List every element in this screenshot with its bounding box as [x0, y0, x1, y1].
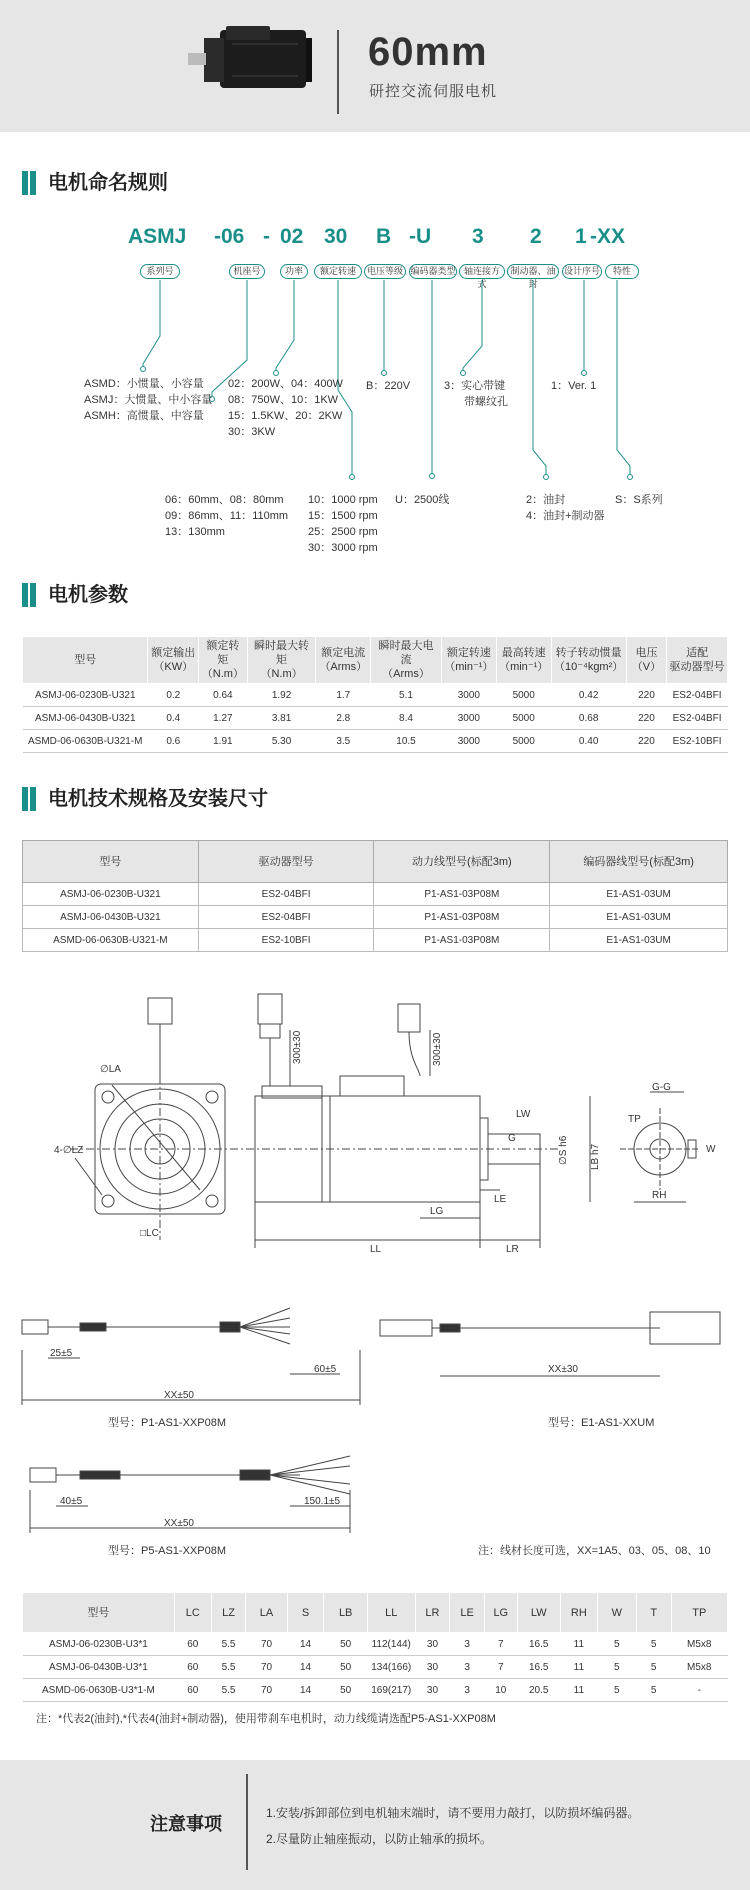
tag-speed: 额定转速: [314, 264, 362, 279]
params-cell: 3000: [441, 730, 496, 753]
specs-header-2: 动力线型号(标配3m): [374, 841, 550, 883]
specs-cell: P1-AS1-03P08M: [374, 906, 550, 929]
dims-header-9: LG: [485, 1593, 518, 1633]
footer-title: 注意事项: [150, 1814, 222, 1834]
code-feature: -XX: [590, 225, 626, 248]
dims-cell: 14: [287, 1633, 324, 1656]
label-w: W: [706, 1144, 716, 1155]
params-cell: 0.2: [148, 684, 199, 707]
dims-cell: 5: [597, 1633, 636, 1656]
voltage-desc: B：220V: [366, 380, 411, 392]
label-lc: □LC: [140, 1228, 159, 1239]
specs-table: [22, 840, 728, 952]
specs-cell: E1-AS1-03UM: [550, 906, 728, 929]
specs-cell: P1-AS1-03P08M: [374, 883, 550, 906]
page-title: 60mm: [368, 30, 488, 74]
dims-header-8: LE: [450, 1593, 485, 1633]
params-header-4: 额定电流 （Arms）: [316, 637, 371, 684]
dims-cell: 5.5: [211, 1633, 246, 1656]
params-header-6: 额定转速 （min⁻¹）: [441, 637, 496, 684]
label-g: G: [508, 1133, 516, 1144]
motor-photo: [186, 20, 320, 98]
params-cell: ES2-10BFI: [667, 730, 728, 753]
params-row: [23, 684, 728, 707]
dims-cell: 60: [174, 1679, 211, 1702]
params-cell: 0.40: [551, 730, 626, 753]
specs-cell: ES2-04BFI: [198, 883, 374, 906]
dims-cell: 5: [636, 1679, 671, 1702]
params-header-9: 电压 （V）: [626, 637, 666, 684]
params-cell: ES2-04BFI: [667, 707, 728, 730]
params-cell: 0.64: [199, 684, 248, 707]
params-cell: 3.5: [316, 730, 371, 753]
params-cell: 0.6: [148, 730, 199, 753]
dims-cell: 20.5: [517, 1679, 560, 1702]
params-cell: 5000: [496, 730, 551, 753]
params-cell: 10.5: [371, 730, 442, 753]
dims-header-3: LA: [246, 1593, 287, 1633]
footer-divider: [246, 1774, 248, 1870]
label-lg: LG: [430, 1206, 444, 1217]
params-cell: 1.92: [247, 684, 316, 707]
dims-cell: 10: [485, 1679, 518, 1702]
specs-cell: ASMJ-06-0430B-U321: [23, 906, 199, 929]
dims-cell: 16.5: [517, 1656, 560, 1679]
specs-row: [23, 906, 728, 929]
dimension-drawing: [0, 990, 750, 1280]
dims-header-0: 型号: [23, 1593, 175, 1633]
label-cable300-b: 300±30: [432, 1032, 443, 1066]
params-header-3: 瞬时最大转矩 （N.m）: [247, 637, 316, 684]
code-speed: 30: [324, 225, 348, 248]
label-s: ∅S h6: [558, 1135, 569, 1165]
dims-header-12: W: [597, 1593, 636, 1633]
dims-header-11: RH: [560, 1593, 597, 1633]
cable1-length: XX±50: [164, 1390, 194, 1401]
specs-cell: E1-AS1-03UM: [550, 929, 728, 952]
dims-cell: M5x8: [671, 1656, 727, 1679]
specs-header-0: 型号: [23, 841, 199, 883]
dims-cell: ASMJ-06-0230B-U3*1: [23, 1633, 175, 1656]
specs-header-3: 编码器线型号(标配3m): [550, 841, 728, 883]
label-le: LE: [494, 1194, 507, 1205]
brake-desc: 2：油封 4：油封+制动器: [526, 494, 605, 522]
cable1-dim2: 60±5: [314, 1364, 337, 1375]
params-row: [23, 707, 728, 730]
power-desc: 02：200W、04：400W 08：750W、10：1KW 15：1.5KW、20：2KW 30：3KW: [228, 378, 343, 438]
code-power: 02: [280, 225, 304, 248]
label-lz: 4-∅LZ: [54, 1145, 84, 1156]
cable3-dim2: 150.1±5: [304, 1496, 341, 1507]
specs-cell: ASMD-06-0630B-U321-M: [23, 929, 199, 952]
dims-cell: 5: [636, 1633, 671, 1656]
params-cell: 1.91: [199, 730, 248, 753]
dims-cell: 50: [324, 1656, 367, 1679]
code-brake: 2: [530, 225, 542, 248]
dims-row: [23, 1679, 728, 1702]
params-cell: 5.1: [371, 684, 442, 707]
params-cell: 5000: [496, 684, 551, 707]
label-tp: TP: [628, 1114, 641, 1125]
dims-cell: 60: [174, 1633, 211, 1656]
params-cell: 5.30: [247, 730, 316, 753]
params-header-1: 额定输出 （KW）: [148, 637, 199, 684]
params-cell: 0.68: [551, 707, 626, 730]
dims-cell: 70: [246, 1679, 287, 1702]
label-lw: LW: [516, 1109, 531, 1120]
dims-cell: -: [671, 1679, 727, 1702]
params-cell: 1.7: [316, 684, 371, 707]
cable-drawings: [0, 1290, 750, 1590]
dims-cell: 70: [246, 1656, 287, 1679]
dims-table: [22, 1592, 728, 1702]
params-cell: 5000: [496, 707, 551, 730]
params-cell: 2.8: [316, 707, 371, 730]
params-header-0: 型号: [23, 637, 148, 684]
code-voltage: B: [376, 225, 392, 248]
feature-desc: S：S系列: [615, 494, 663, 506]
params-header-7: 最高转速 （min⁻¹）: [496, 637, 551, 684]
code-series: ASMJ: [128, 225, 187, 248]
footer-band: [0, 1760, 750, 1890]
shaft-desc: 3：实心带键 带螺纹孔: [444, 380, 508, 408]
dims-cell: 30: [415, 1679, 450, 1702]
dims-note: 注：*代表2(油封),*代表4(油封+制动器)，使用带刹车电机时，动力线缆请选配P5-AS1-XXP08M: [36, 1713, 496, 1725]
label-la: ∅LA: [100, 1064, 121, 1075]
params-cell: 3000: [441, 707, 496, 730]
section-title-naming: 电机命名规则: [22, 170, 168, 196]
footer-line-2: 2.尽量防止轴座振动，以防止轴承的损坏。: [266, 1832, 493, 1846]
dims-cell: 7: [485, 1633, 518, 1656]
cable3-model: 型号：P5-AS1-XXP08M: [108, 1545, 226, 1557]
params-cell: 8.4: [371, 707, 442, 730]
header-divider: [337, 30, 339, 114]
dims-cell: 60: [174, 1656, 211, 1679]
page-subtitle: 研控交流伺服电机: [369, 83, 498, 100]
specs-header-1: 驱动器型号: [198, 841, 374, 883]
cable3-dim1: 40±5: [60, 1496, 83, 1507]
dims-cell: 5: [597, 1656, 636, 1679]
params-header-2: 额定转矩 （N.m）: [199, 637, 248, 684]
label-cable300-a: 300±30: [292, 1030, 303, 1064]
dims-cell: 30: [415, 1633, 450, 1656]
params-cell: 220: [626, 730, 666, 753]
tag-design: 设计序号: [562, 264, 602, 279]
dims-cell: 5: [597, 1679, 636, 1702]
dims-cell: ASMD-06-0630B-U3*1-M: [23, 1679, 175, 1702]
label-ll: LL: [370, 1244, 382, 1255]
cable2-model: 型号：E1-AS1-XXUM: [548, 1417, 655, 1429]
cable-length-note: 注：线材长度可选，XX=1A5、03、05、08、10: [478, 1545, 711, 1557]
section-title-specs: 电机技术规格及安装尺寸: [22, 786, 268, 812]
code-frame: -06: [214, 225, 245, 248]
specs-row: [23, 883, 728, 906]
dims-cell: ASMJ-06-0430B-U3*1: [23, 1656, 175, 1679]
label-rh: RH: [652, 1190, 667, 1201]
dims-cell: 70: [246, 1633, 287, 1656]
params-cell: ASMJ-06-0230B-U321: [23, 684, 148, 707]
dims-header-4: S: [287, 1593, 324, 1633]
dims-header-2: LZ: [211, 1593, 246, 1633]
dims-cell: 169(217): [367, 1679, 415, 1702]
dims-header-5: LB: [324, 1593, 367, 1633]
tag-power: 功率: [280, 264, 308, 279]
tag-feature: 特性: [605, 264, 639, 279]
dims-cell: 5.5: [211, 1656, 246, 1679]
dims-cell: 11: [560, 1679, 597, 1702]
tag-series: 系列号: [140, 264, 180, 279]
dims-cell: 50: [324, 1633, 367, 1656]
code-dash: -: [263, 225, 270, 248]
specs-cell: ES2-10BFI: [198, 929, 374, 952]
cable2-length: XX±30: [548, 1364, 578, 1375]
params-cell: 0.4: [148, 707, 199, 730]
cable1-dim1: 25±5: [50, 1348, 73, 1359]
dims-cell: 3: [450, 1656, 485, 1679]
params-cell: ASMD-06-0630B-U321-M: [23, 730, 148, 753]
tag-encoder: 编码器类型: [409, 264, 457, 279]
code-shaft: 3: [472, 225, 484, 248]
dims-cell: 3: [450, 1633, 485, 1656]
params-cell: 3000: [441, 684, 496, 707]
dims-cell: 7: [485, 1656, 518, 1679]
series-desc: ASMD：小惯量、小容量 ASMJ：大惯量、中小容量 ASMH：高惯量、中容量: [84, 378, 213, 422]
cable1-model: 型号：P1-AS1-XXP08M: [108, 1417, 226, 1429]
params-row: [23, 730, 728, 753]
dims-cell: 14: [287, 1679, 324, 1702]
tag-voltage: 电压等级: [364, 264, 406, 279]
params-cell: ASMJ-06-0430B-U321: [23, 707, 148, 730]
dims-header-10: LW: [517, 1593, 560, 1633]
dims-row: [23, 1633, 728, 1656]
dims-cell: 112(144): [367, 1633, 415, 1656]
dims-header-13: T: [636, 1593, 671, 1633]
code-encoder: -U: [409, 225, 432, 248]
dims-cell: 16.5: [517, 1633, 560, 1656]
specs-cell: P1-AS1-03P08M: [374, 929, 550, 952]
dims-row: [23, 1656, 728, 1679]
footer-line-1: 1.安装/拆卸部位到电机轴末端时，请不要用力敲打，以防损坏编码器。: [266, 1806, 640, 1820]
specs-cell: ASMJ-06-0230B-U321: [23, 883, 199, 906]
params-cell: 3.81: [247, 707, 316, 730]
dims-cell: 11: [560, 1633, 597, 1656]
params-cell: 0.42: [551, 684, 626, 707]
dims-cell: 50: [324, 1679, 367, 1702]
params-table: [22, 636, 728, 753]
dims-header-14: TP: [671, 1593, 727, 1633]
params-header-5: 瞬时最大电流 （Arms）: [371, 637, 442, 684]
dims-cell: 14: [287, 1656, 324, 1679]
params-cell: 220: [626, 707, 666, 730]
tag-shaft: 轴连接方式: [459, 264, 505, 279]
design-desc: 1：Ver. 1: [551, 380, 597, 392]
specs-row: [23, 929, 728, 952]
dims-cell: M5x8: [671, 1633, 727, 1656]
dims-cell: 3: [450, 1679, 485, 1702]
params-header-10: 适配 驱动器型号: [667, 637, 728, 684]
section-title-params: 电机参数: [22, 582, 128, 608]
tag-frame: 机座号: [229, 264, 265, 279]
label-gg: G-G: [652, 1082, 671, 1093]
specs-cell: E1-AS1-03UM: [550, 883, 728, 906]
dims-header-6: LL: [367, 1593, 415, 1633]
specs-cell: ES2-04BFI: [198, 906, 374, 929]
tag-brake: 制动器、油封: [507, 264, 559, 279]
dims-cell: 5.5: [211, 1679, 246, 1702]
frame-desc: 06：60mm、08：80mm 09：86mm、11：110mm 13：130mm: [165, 494, 289, 538]
label-lr: LR: [506, 1244, 519, 1255]
dims-header-7: LR: [415, 1593, 450, 1633]
encoder-desc: U：2500线: [395, 494, 450, 506]
speed-desc: 10：1000 rpm 15：1500 rpm 25：2500 rpm 30：3000 rpm: [308, 494, 378, 554]
dims-cell: 5: [636, 1656, 671, 1679]
params-cell: 1.27: [199, 707, 248, 730]
params-cell: 220: [626, 684, 666, 707]
dims-header-1: LC: [174, 1593, 211, 1633]
dims-cell: 134(166): [367, 1656, 415, 1679]
dims-cell: 30: [415, 1656, 450, 1679]
params-header-8: 转子转动惯量 （10⁻⁴kgm²）: [551, 637, 626, 684]
label-lb: LB h7: [590, 1143, 601, 1170]
code-design: 1: [575, 225, 587, 248]
cable3-length: XX±50: [164, 1518, 194, 1529]
params-cell: ES2-04BFI: [667, 684, 728, 707]
dims-cell: 11: [560, 1656, 597, 1679]
